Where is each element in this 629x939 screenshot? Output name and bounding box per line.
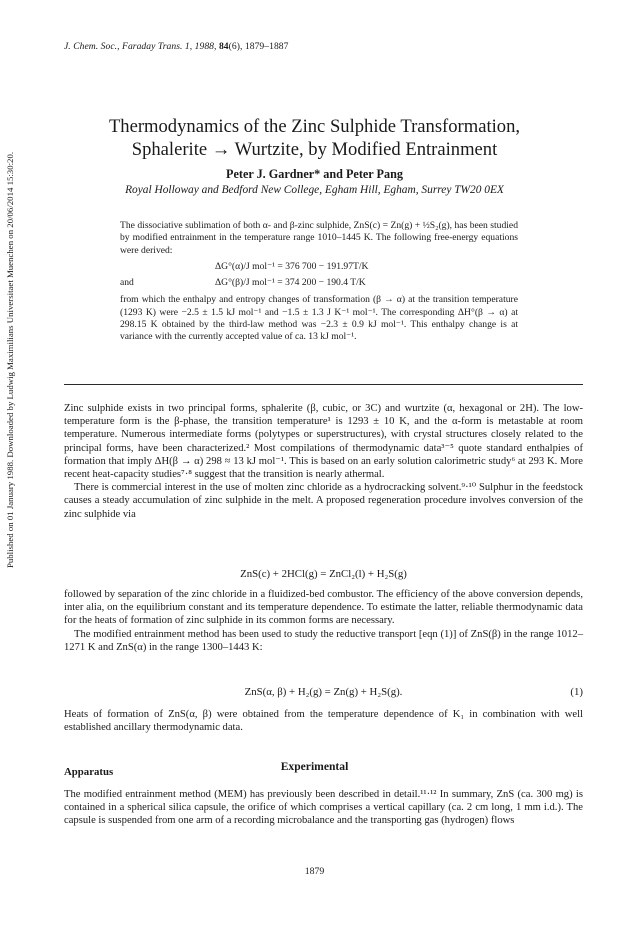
body-intro-block-1	[64, 402, 583, 521]
body-paragraph-1: Zinc sulphide exists in two principal forms, sphalerite (β, cubic, or 3C) and wurtzite (α, hexagonal or 2H). The low-temperature form is the β-phase, the transition temperature¹ is 1293 ± 10 K, and the α-form is metastable at room temperature. Numerous intermediate forms (polytypes or superstructures), with crystal structures closely related to the principal forms, have been characterized.² Most compilations of thermodynamic data³⁻⁵ quote standard enthalpies of formation that imply ΔH(β → α) 298 ≈ 13 kJ mol⁻¹. This is based on an early solution calorimetric study⁶ at 293 K. More recent heat-capacity studies⁷·⁸ suggest that the transition is nearly athermal.	[64, 403, 583, 481]
body-intro-block-2	[64, 588, 583, 654]
running-head	[64, 41, 289, 52]
page-number: 1879	[304, 866, 325, 877]
article-title-line-2: Sphalerite → Wurtzite, by Modified Entrainment	[131, 139, 498, 160]
display-equation-conversion	[64, 568, 583, 580]
abstract-paragraph-1: The dissociative sublimation of both α- and β-zinc sulphide, ZnS(c) = Zn(g) + ½S₂(g), has been studied by modified entrainment in the temperature range 1010–1445 K. The following free-energy equations were derived:	[120, 220, 518, 256]
section-heading-experimental: Experimental	[280, 760, 349, 773]
equation-1-text: ZnS(α, β) + H₂(g) = Zn(g) + H₂S(g).	[244, 686, 403, 698]
equation-1-number: (1)	[570, 686, 583, 698]
authors: Peter J. Gardner* and Peter Pang	[226, 167, 403, 181]
download-provenance-text: Published on 01 January 1988. Downloaded by Ludwig Maximilians Universitaet Muenchen on 20/06/2014 15:30:20.	[5, 151, 15, 569]
body-intro-block-3	[64, 708, 583, 734]
equation-beta-text: ΔG°(β)/J mol⁻¹ = 374 200 − 190.4 T/K	[215, 277, 366, 289]
article-title-line-1: Thermodynamics of the Zinc Sulphide Transformation,	[108, 116, 521, 137]
journal-volume: 84	[218, 41, 229, 52]
abstract-equation-alpha	[120, 259, 518, 275]
abstract-divider	[64, 384, 583, 385]
body-paragraph-3: followed by separation of the zinc chloride in a fluidized-bed combustor. The efficiency of the above conversion depends, inter alia, on the equilibrium constant and its temperature dependence. To estimate the latter, reliable thermodynamic data for the heats of formation of zinc sulphide in its common forms are necessary.	[64, 589, 583, 627]
body-paragraph-4: The modified entrainment method has been used to study the reductive transport [eqn (1)] of ZnS(β) in the range 1012–1271 K and ZnS(α) in the range 1300–1443 K:	[64, 628, 583, 653]
apparatus-paragraph-1: The modified entrainment method (MEM) has previously been described in detail.¹¹·¹² In summary, ZnS (ca. 300 mg) is contained in a spherical silica capsule, the orifice of which comprises a vertical capillary (ca. 2 cm long, 1 mm i.d.). The capsule is suspended from one arm of a recording microbalance and the transporting gas (hydrogen) flows	[64, 789, 583, 827]
affiliation: Royal Holloway and Bedford New College, Egham Hill, Egham, Surrey TW20 0EX	[125, 184, 504, 196]
download-provenance-note	[3, 80, 17, 640]
equation-beta-lead: and	[120, 277, 134, 289]
journal-name: J. Chem. Soc., Faraday Trans. 1,	[64, 41, 193, 52]
journal-issue-pages: (6), 1879–1887	[228, 41, 289, 52]
body-apparatus-block	[64, 788, 583, 828]
body-paragraph-5: Heats of formation of ZnS(α, β) were obtained from the temperature dependence of K₁ in combination with well established ancillary thermodynamic data.	[64, 709, 583, 734]
equation-alpha-text: ΔG°(α)/J mol⁻¹ = 376 700 − 191.97T/K	[215, 261, 369, 273]
subsection-heading-apparatus: Apparatus	[64, 766, 114, 778]
abstract	[120, 220, 518, 344]
display-equation-1	[64, 686, 583, 698]
journal-year: 1988,	[194, 41, 217, 52]
body-paragraph-2: There is commercial interest in the use of molten zinc chloride as a hydrocracking solvent.⁹·¹⁰ Sulphur in the feedstock causes a steady accumulation of zinc sulphide in the melt. A proposed regeneration procedure involves conversion of the zinc sulphide via	[64, 482, 583, 520]
equation-conversion-text: ZnS(c) + 2HCl(g) = ZnCl₂(l) + H₂S(g)	[240, 568, 407, 580]
abstract-paragraph-2: from which the enthalpy and entropy changes of transformation (β → α) at the transition temperature (1293 K) were −2.5 ± 1.5 kJ mol⁻¹ and −1.5 ± 1.3 J K⁻¹ mol⁻¹. The corresponding ΔH°(β → α) at 298.15 K obtained by the third-law method was −2.3 ± 0.9 kJ mol⁻¹. This enthalpy change is at variance with the currently accepted value of ca. 13 kJ mol⁻¹.	[120, 294, 518, 343]
abstract-equation-beta	[120, 275, 518, 291]
